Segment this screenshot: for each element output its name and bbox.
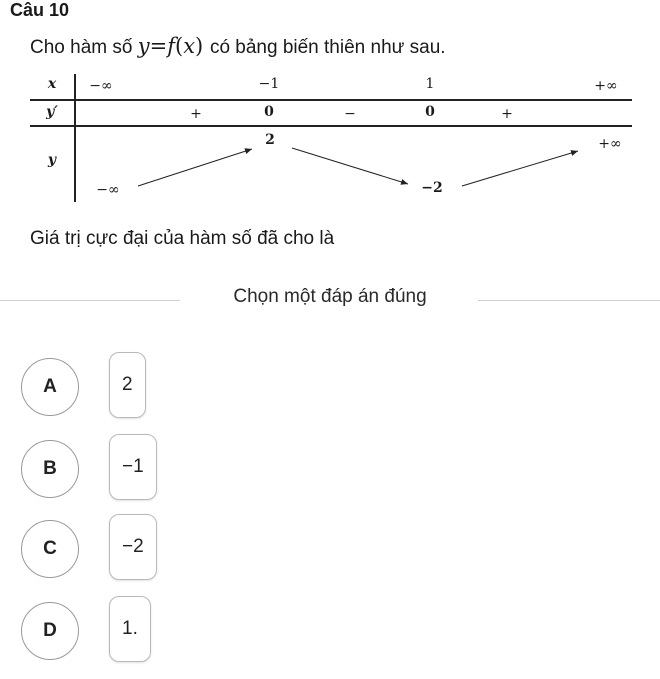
row-label-y: y <box>47 152 57 168</box>
y-value-min: −2 <box>421 180 443 196</box>
option-a-letter[interactable]: A <box>21 358 79 416</box>
variation-arrows <box>30 74 632 202</box>
func-y: y <box>137 34 150 58</box>
heading-divider-right <box>478 300 660 301</box>
variation-table <box>30 74 632 202</box>
yprime-zero-1: 0 <box>264 104 274 120</box>
func-equals: = <box>149 34 168 58</box>
row-label-x: x <box>47 76 57 92</box>
row-label-yprime: y′ <box>46 104 58 120</box>
yprime-sign-2: − <box>344 106 356 122</box>
intro-text-after: có bảng biến thiên như sau. <box>209 37 446 58</box>
func-f: f <box>167 34 175 58</box>
arrow-increasing-2 <box>462 151 578 186</box>
arrow-decreasing <box>292 148 408 184</box>
intro-text-before: Cho hàm số <box>30 37 133 58</box>
y-value-neg-inf: −∞ <box>96 182 120 198</box>
func-paren-open: ( <box>175 34 184 58</box>
question-prompt: Giá trị cực đại của hàm số đã cho là <box>30 228 335 249</box>
x-value-one: 1 <box>425 76 435 92</box>
option-b-letter[interactable]: B <box>21 440 79 498</box>
y-value-pos-inf: +∞ <box>598 136 622 152</box>
func-x: x <box>183 34 196 58</box>
arrow-increasing-1 <box>138 149 252 186</box>
func-paren-close: ) <box>195 34 204 58</box>
option-b-value[interactable]: −1 <box>109 434 157 500</box>
option-c-value[interactable]: −2 <box>109 514 157 580</box>
y-value-max: 2 <box>265 132 275 148</box>
option-d-letter[interactable]: D <box>21 602 79 660</box>
x-value-neg-inf: −∞ <box>89 78 113 94</box>
question-title: Câu 10 <box>10 0 70 20</box>
answer-heading: Chọn một đáp án đúng <box>233 286 427 307</box>
yprime-zero-2: 0 <box>425 104 435 120</box>
function-notation <box>138 34 210 58</box>
yprime-sign-1: + <box>190 106 202 122</box>
option-c-letter[interactable]: C <box>21 520 79 578</box>
x-value-pos-inf: +∞ <box>594 78 618 94</box>
option-a-value[interactable]: 2 <box>109 352 146 418</box>
x-value-minus-one: −1 <box>258 76 280 92</box>
yprime-sign-3: + <box>501 106 513 122</box>
option-d-value[interactable]: 1. <box>109 596 151 662</box>
question-intro <box>30 34 446 59</box>
answer-heading-row <box>0 286 660 314</box>
